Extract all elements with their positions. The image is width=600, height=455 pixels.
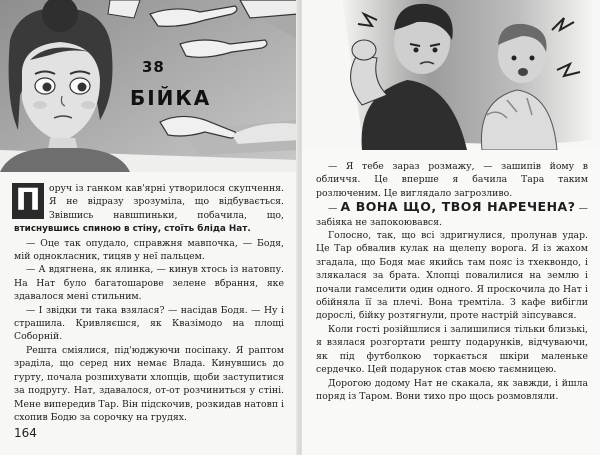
paragraph: — І звідки ти така взялася? — насідав Бодя. — Ну і страшила. Кривляєшся, як Квазімодо на площі Соборній.: [14, 304, 284, 343]
shouted-text: А ВОНА ЩО, ТВОЯ НАРЕЧЕНА?: [340, 199, 576, 215]
paragraph: — Я тебе зараз розмажу, — зашипів йому в обличчя. Це вперше я бачила Тара таким розлюченим. Це виглядало загрозливо.: [316, 161, 588, 199]
right-page: [302, 0, 600, 455]
chapter-number: 38: [142, 58, 165, 76]
page-number: 164: [14, 426, 37, 440]
paragraph: Голосно, так, що всі здригнулися, пролунав удар. Це Тар обвалив кулак на щелепу ворога. Я із жахом згадала, що Бодя має якийсь там пояс із тхеквондо, і злякалася за брата. Хлопці повалилися на землю і почали гамселити один одного. Я проскочила до Нат і обійняла її за плечі. Вона тремтіла. З кафе вибігли дорослі, бійку розтягнули, проте настрій зіпсувався.: [316, 230, 588, 322]
paragraph: Дорогою додому Нат не скакала, як завжди, і йшла поряд із Таром. Вони тихо про щось розмовляли.: [316, 377, 588, 402]
paragraph-text: оруч із ганком кав'ярні утворилося скупчення. Я не відразу зрозуміла, що відбувається. Звівшись навшпиньки, побачила, що,: [49, 183, 284, 221]
dropcap-box: [12, 183, 44, 219]
paragraph: — А вдягнена, як ялинка, — кинув хтось із натовпу. На Нат було багатошарове зелене вбрання, яке здавалося мені стильним.: [14, 264, 284, 303]
left-page-text: [14, 182, 284, 424]
paragraph: Решта сміялися, під'юджуючи посіпаку. Я раптом зраділа, що серед них немає Влада. Кинувшись до гурту, почала розпихувати хлопців, щоби заступитися за подругу. Нат, здавалося, от-от розчиниться у стіні. Мене випередив Тар. Він підскочив, розкидав натовп і схопив Бодю за сорочку на грудях.: [14, 344, 284, 423]
shout-paragraph: [316, 200, 588, 229]
chapter-title: БІЙКА: [130, 86, 212, 110]
paragraph: — Оце так опудало, справжня мавпочка, — Бодя, мій однокласник, тицяв у неї пальцем.: [14, 237, 284, 263]
right-page-text: [316, 160, 588, 403]
left-page: [0, 0, 298, 455]
dash: —: [328, 203, 341, 215]
highlighted-text: втиснувшись спиною в стіну, стоїть бліда Нат.: [14, 224, 251, 235]
paragraph: [14, 182, 284, 237]
paragraph-text: — забіяка не запокоювався.: [316, 203, 588, 228]
dropcap: П: [15, 183, 41, 218]
fight-illustration: [302, 0, 600, 150]
paragraph: Коли гості розійшлися і залишилися тільки близькі, я взялася розгортати решту подарунків, відчуваючи, як під футболкою торкається шкіри маленьке сердечко. Цей подарунок став моєю таємницею.: [316, 323, 588, 376]
